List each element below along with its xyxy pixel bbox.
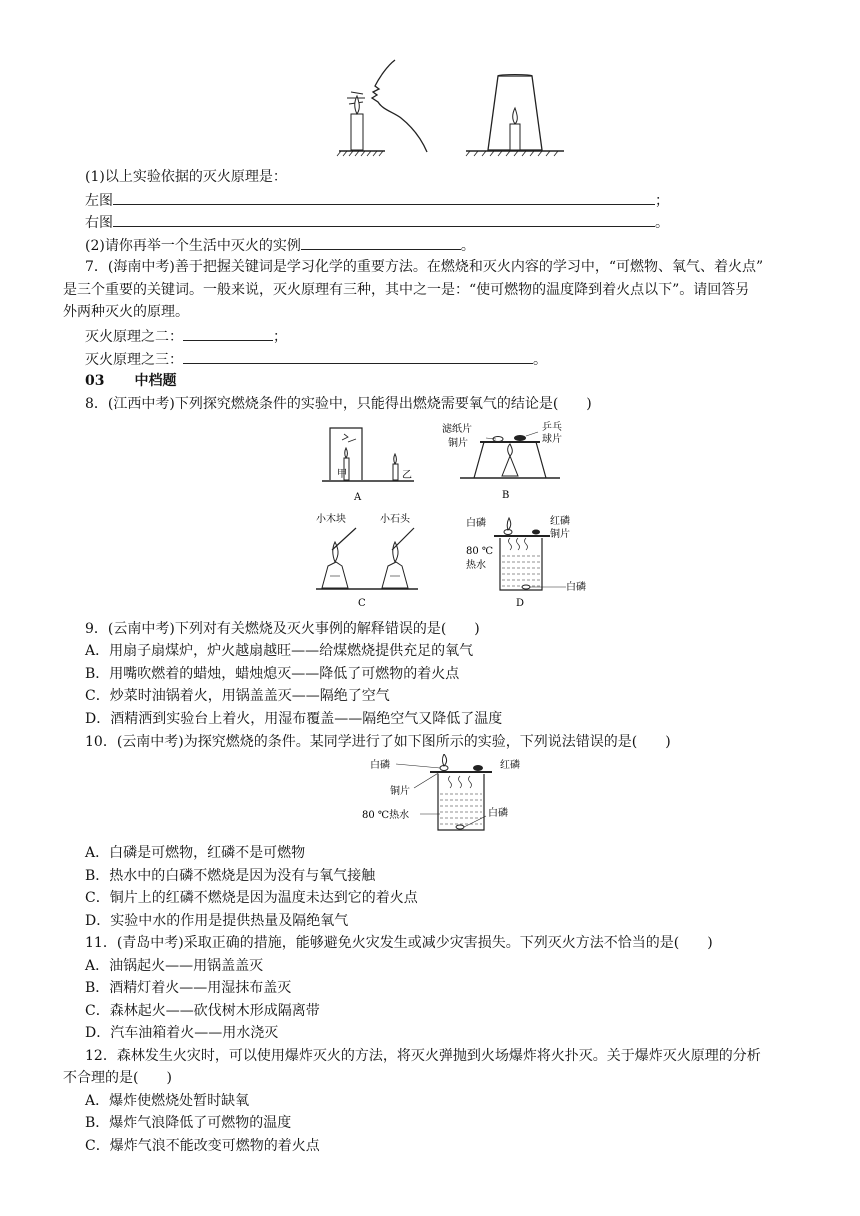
q8-b-filter-label: 滤纸片 [442, 424, 472, 435]
q8-d-water-label: 热水 [466, 560, 486, 571]
q10-copper-label: 铜片 [390, 786, 410, 797]
section-number: 03 [85, 373, 105, 389]
q7-principle2-line [85, 325, 287, 347]
q12-line1: 12．森林发生火灾时，可以使用爆炸灭火的方法，将灭火弹抛到火场爆炸将火扑灭。关于爆炸灭火原理的分析 [85, 1048, 761, 1064]
q10-figure [362, 754, 542, 838]
q8-d-white2-label: 白磷 [566, 582, 586, 593]
q8-b-copper-label: 铜片 [448, 438, 468, 449]
q10-option-c: C．铜片上的红磷不燃烧是因为温度未达到它的着火点 [85, 890, 418, 906]
q7-principle3-end: 。 [533, 352, 547, 368]
q10-white2-label: 白磷 [488, 808, 508, 819]
candle-blowing-figure [335, 52, 445, 157]
q6-right-label: 右图 [85, 215, 113, 231]
q6-sub2: (2)请你再举一个生活中灭火的实例 [85, 238, 301, 254]
q8-a-yi-label: 乙 [402, 470, 412, 481]
candle-covered-figure [462, 72, 572, 157]
q8-figure-c [314, 510, 444, 610]
q7-line2: 是三个重要的关键词。一般来说，灭火原理有三种，其中之一是：“使可燃物的温度降到着火点以下”。请回答另 [63, 282, 750, 298]
q6-left-end: ； [655, 193, 669, 209]
q7-principle2-label: 灭火原理之二： [85, 329, 183, 345]
q7-line3: 外两种灭火的原理。 [63, 304, 189, 320]
q6-sub2-blank[interactable] [301, 234, 461, 250]
q8-figure-d [456, 510, 606, 610]
q7-principle3-line [85, 348, 547, 370]
q6-sub2-line [85, 234, 475, 256]
q6-sub2-end: 。 [460, 238, 475, 254]
q8-c-stone-label: 小石头 [380, 514, 410, 525]
q11-stem: 11．(青岛中考)采取正确的措施，能够避免火灾发生或减少灾害损失。下列灭火方法不恰当的是( ) [85, 935, 713, 951]
q12-option-a: A．爆炸使燃烧处暂时缺氧 [85, 1093, 250, 1109]
q10-red-label: 红磷 [500, 760, 520, 771]
q8-d-tag: D [516, 598, 525, 609]
q8-c-tag: C [358, 598, 366, 609]
q11-option-d: D．汽车油箱着火——用水浇灭 [85, 1025, 279, 1041]
q6-right-line [85, 211, 669, 233]
q12-option-c: C．爆炸气浪不能改变可燃物的着火点 [85, 1138, 320, 1154]
q6-right-end: 。 [655, 215, 669, 231]
q8-a-jia-label: 甲 [337, 469, 347, 480]
q8-b-tag: B [502, 490, 510, 501]
q8-c-wood-label: 小木块 [316, 514, 346, 525]
q9-option-b: B．用嘴吹燃着的蜡烛，蜡烛熄灭——降低了可燃物的着火点 [85, 666, 460, 682]
q6-left-line [85, 189, 669, 211]
q8-figure-a [318, 420, 418, 505]
q6-left-label: 左图 [85, 193, 113, 209]
q10-option-d: D．实验中水的作用是提供热量及隔绝氧气 [85, 913, 349, 929]
q8-a-tag: A [354, 492, 362, 503]
q11-option-c: C．森林起火——砍伐树木形成隔离带 [85, 1003, 320, 1019]
q9-stem: 9．(云南中考)下列对有关燃烧及灭火事例的解释错误的是( ) [85, 621, 480, 637]
q7-principle2-blank[interactable] [183, 325, 273, 341]
q8-d-red-label: 红磷 [550, 516, 570, 527]
q10-option-a: A．白磷是可燃物，红磷不是可燃物 [85, 845, 306, 861]
q8-b-pingpong-label-2: 球片 [542, 434, 562, 445]
q10-water-label: 80 ℃热水 [362, 810, 410, 821]
section-title: 中档题 [134, 373, 177, 389]
q8-figure-b [440, 418, 580, 508]
q9-option-c: C．炒菜时油锅着火，用锅盖盖灭——隔绝了空气 [85, 688, 390, 704]
q6-sub1: (1)以上实验依据的灭火原理是： [85, 169, 287, 185]
q9-option-a: A．用扇子扇煤炉，炉火越扇越旺——给煤燃烧提供充足的氧气 [85, 643, 474, 659]
q8-d-temp-label: 80 ℃ [466, 546, 494, 557]
q10-option-b: B．热水中的白磷不燃烧是因为没有与氧气接触 [85, 868, 376, 884]
q7-principle3-label: 灭火原理之三： [85, 352, 183, 368]
q7-principle2-end: ； [273, 329, 287, 345]
q10-stem: 10．(云南中考)为探究燃烧的条件。某同学进行了如下图所示的实验，下列说法错误的是( ) [85, 734, 671, 750]
q6-right-blank[interactable] [113, 211, 655, 227]
q11-option-b: B．酒精灯着火——用湿抹布盖灭 [85, 980, 292, 996]
q8-d-copper-label: 铜片 [550, 529, 570, 540]
q7-line1: 7．(海南中考)善于把握关键词是学习化学的重要方法。在燃烧和灭火内容的学习中，“可燃物、氧气、着火点” [85, 259, 764, 275]
q12-line2: 不合理的是( ) [63, 1070, 172, 1086]
section-header [85, 371, 176, 391]
q6-left-blank[interactable] [113, 189, 655, 205]
q10-white-label: 白磷 [370, 760, 390, 771]
q11-option-a: A．油锅起火——用锅盖盖灭 [85, 958, 264, 974]
q7-principle3-blank[interactable] [183, 348, 533, 364]
q8-d-white-label: 白磷 [466, 518, 486, 529]
q12-option-b: B．爆炸气浪降低了可燃物的温度 [85, 1115, 292, 1131]
q8-b-pingpong-label-1: 乒乓 [542, 422, 562, 433]
q9-option-d: D．酒精洒到实验台上着火，用湿布覆盖——隔绝空气又降低了温度 [85, 711, 503, 727]
q8-stem: 8．(江西中考)下列探究燃烧条件的实验中，只能得出燃烧需要氧气的结论是( ) [85, 396, 592, 412]
